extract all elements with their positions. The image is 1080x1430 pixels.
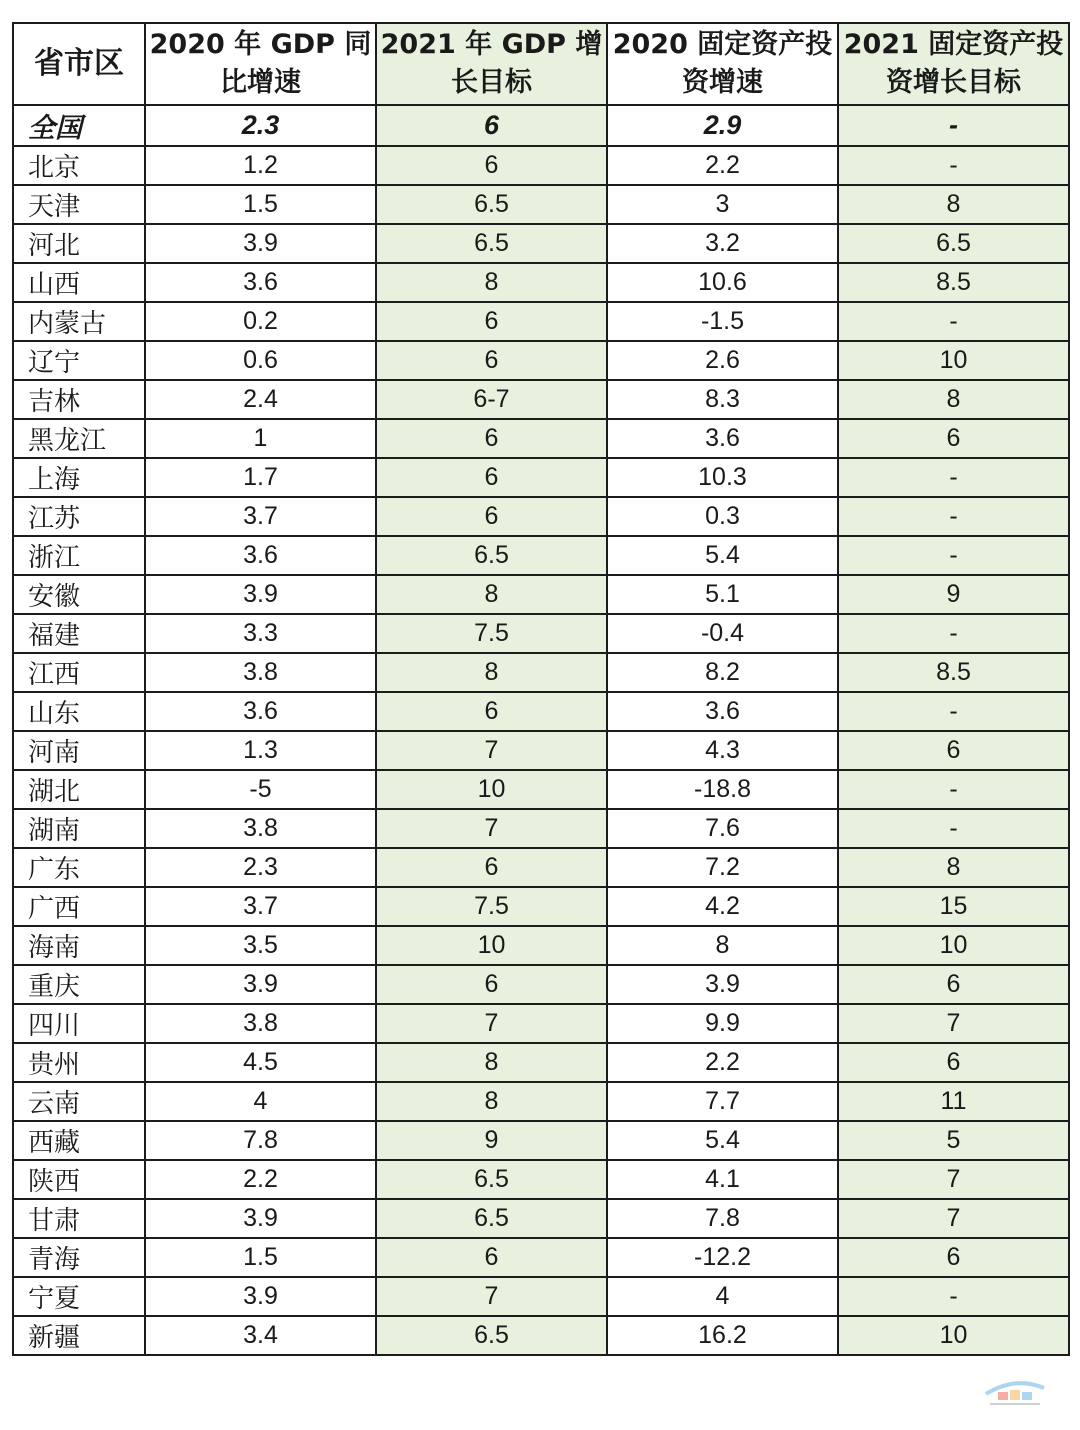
gdp-2020-cell: 3.5 <box>145 926 376 965</box>
province-cell: 安徽 <box>13 575 145 614</box>
investment-target-2021-cell: - <box>838 105 1069 146</box>
table-row <box>13 653 1069 692</box>
table-row <box>13 1199 1069 1238</box>
investment-target-2021-cell: 7 <box>838 1199 1069 1238</box>
gdp-target-2021-cell: 6 <box>376 419 607 458</box>
gdp-investment-table <box>12 22 1070 1356</box>
gdp-target-2021-cell: 7.5 <box>376 887 607 926</box>
investment-target-2021-cell: 10 <box>838 926 1069 965</box>
table-row <box>13 1238 1069 1277</box>
province-cell: 甘肃 <box>13 1199 145 1238</box>
table-row <box>13 809 1069 848</box>
header-row <box>13 23 1069 105</box>
investment-target-2021-cell: 6 <box>838 419 1069 458</box>
gdp-2020-cell: -5 <box>145 770 376 809</box>
gdp-target-2021-cell: 9 <box>376 1121 607 1160</box>
gdp-target-2021-cell: 8 <box>376 263 607 302</box>
table-row <box>13 497 1069 536</box>
gdp-2020-cell: 3.7 <box>145 887 376 926</box>
gdp-target-2021-cell: 10 <box>376 926 607 965</box>
investment-2020-cell: 7.2 <box>607 848 838 887</box>
province-cell: 西藏 <box>13 1121 145 1160</box>
province-cell: 山东 <box>13 692 145 731</box>
province-cell: 上海 <box>13 458 145 497</box>
gdp-2020-cell: 1.7 <box>145 458 376 497</box>
gdp-target-2021-cell: 7 <box>376 731 607 770</box>
investment-2020-cell: 4.3 <box>607 731 838 770</box>
investment-target-2021-cell: 6.5 <box>838 224 1069 263</box>
province-cell: 浙江 <box>13 536 145 575</box>
investment-target-2021-cell: 10 <box>838 341 1069 380</box>
gdp-2020-cell: 2.4 <box>145 380 376 419</box>
province-cell: 河南 <box>13 731 145 770</box>
gdp-2020-cell: 2.3 <box>145 848 376 887</box>
gdp-2020-cell: 0.6 <box>145 341 376 380</box>
gdp-2020-cell: 1.2 <box>145 146 376 185</box>
gdp-2020-cell: 3.4 <box>145 1316 376 1355</box>
investment-2020-cell: 3.2 <box>607 224 838 263</box>
province-cell: 海南 <box>13 926 145 965</box>
header-gdp-target-2021: 2021 年 GDP 增长目标 <box>376 23 607 105</box>
gdp-target-2021-cell: 6 <box>376 341 607 380</box>
gdp-target-2021-cell: 6.5 <box>376 185 607 224</box>
province-cell: 湖南 <box>13 809 145 848</box>
province-cell: 北京 <box>13 146 145 185</box>
investment-target-2021-cell: 6 <box>838 1043 1069 1082</box>
header-gdp-2020: 2020 年 GDP 同比增速 <box>145 23 376 105</box>
gdp-target-2021-cell: 6.5 <box>376 1316 607 1355</box>
investment-2020-cell: 2.2 <box>607 146 838 185</box>
province-cell: 辽宁 <box>13 341 145 380</box>
gdp-2020-cell: 3.9 <box>145 1277 376 1316</box>
investment-2020-cell: 7.8 <box>607 1199 838 1238</box>
investment-2020-cell: 10.3 <box>607 458 838 497</box>
table-row <box>13 419 1069 458</box>
investment-2020-cell: -18.8 <box>607 770 838 809</box>
table-row <box>13 1277 1069 1316</box>
province-cell: 四川 <box>13 1004 145 1043</box>
investment-2020-cell: 0.3 <box>607 497 838 536</box>
province-cell: 云南 <box>13 1082 145 1121</box>
investment-2020-cell: 2.2 <box>607 1043 838 1082</box>
gdp-target-2021-cell: 8 <box>376 575 607 614</box>
table-row <box>13 458 1069 497</box>
table-row <box>13 536 1069 575</box>
header-investment-target-2021: 2021 固定资产投资增长目标 <box>838 23 1069 105</box>
investment-target-2021-cell: - <box>838 458 1069 497</box>
investment-target-2021-cell: - <box>838 692 1069 731</box>
gdp-target-2021-cell: 8 <box>376 653 607 692</box>
gdp-2020-cell: 3.6 <box>145 692 376 731</box>
province-cell: 重庆 <box>13 965 145 1004</box>
investment-2020-cell: 7.7 <box>607 1082 838 1121</box>
investment-2020-cell: 8.3 <box>607 380 838 419</box>
gdp-target-2021-cell: 7 <box>376 1004 607 1043</box>
table-row <box>13 731 1069 770</box>
province-cell: 江西 <box>13 653 145 692</box>
investment-target-2021-cell: - <box>838 302 1069 341</box>
investment-target-2021-cell: - <box>838 1277 1069 1316</box>
gdp-target-2021-cell: 6 <box>376 848 607 887</box>
gdp-target-2021-cell: 10 <box>376 770 607 809</box>
table-row <box>13 575 1069 614</box>
province-cell: 湖北 <box>13 770 145 809</box>
province-cell: 新疆 <box>13 1316 145 1355</box>
investment-target-2021-cell: 8.5 <box>838 653 1069 692</box>
investment-target-2021-cell: 8 <box>838 380 1069 419</box>
table-row <box>13 848 1069 887</box>
gdp-2020-cell: 3.8 <box>145 809 376 848</box>
gdp-2020-cell: 4.5 <box>145 1043 376 1082</box>
investment-2020-cell: 8 <box>607 926 838 965</box>
gdp-target-2021-cell: 6 <box>376 965 607 1004</box>
gdp-2020-cell: 3.7 <box>145 497 376 536</box>
gdp-2020-cell: 4 <box>145 1082 376 1121</box>
table-row <box>13 185 1069 224</box>
table-row <box>13 614 1069 653</box>
table-row <box>13 965 1069 1004</box>
investment-target-2021-cell: 7 <box>838 1160 1069 1199</box>
cement-logo-icon <box>980 1374 1050 1410</box>
table-row <box>13 1043 1069 1082</box>
province-cell: 黑龙江 <box>13 419 145 458</box>
gdp-2020-cell: 3.6 <box>145 536 376 575</box>
table-row <box>13 146 1069 185</box>
investment-target-2021-cell: 10 <box>838 1316 1069 1355</box>
gdp-target-2021-cell: 6 <box>376 302 607 341</box>
investment-target-2021-cell: 7 <box>838 1004 1069 1043</box>
national-row <box>13 105 1069 146</box>
investment-2020-cell: -1.5 <box>607 302 838 341</box>
province-cell: 宁夏 <box>13 1277 145 1316</box>
investment-2020-cell: 3.6 <box>607 419 838 458</box>
gdp-target-2021-cell: 6.5 <box>376 224 607 263</box>
gdp-2020-cell: 3.9 <box>145 224 376 263</box>
gdp-target-2021-cell: 6.5 <box>376 536 607 575</box>
gdp-2020-cell: 2.3 <box>145 105 376 146</box>
gdp-target-2021-cell: 6 <box>376 692 607 731</box>
gdp-target-2021-cell: 7.5 <box>376 614 607 653</box>
gdp-target-2021-cell: 6.5 <box>376 1199 607 1238</box>
investment-target-2021-cell: 6 <box>838 1238 1069 1277</box>
province-cell: 天津 <box>13 185 145 224</box>
investment-target-2021-cell: - <box>838 809 1069 848</box>
gdp-2020-cell: 3.9 <box>145 575 376 614</box>
province-cell: 青海 <box>13 1238 145 1277</box>
gdp-2020-cell: 1 <box>145 419 376 458</box>
investment-2020-cell: 3 <box>607 185 838 224</box>
gdp-target-2021-cell: 6 <box>376 1238 607 1277</box>
investment-2020-cell: 4 <box>607 1277 838 1316</box>
gdp-2020-cell: 3.6 <box>145 263 376 302</box>
gdp-target-2021-cell: 6 <box>376 146 607 185</box>
investment-2020-cell: 10.6 <box>607 263 838 302</box>
investment-target-2021-cell: - <box>838 614 1069 653</box>
province-cell: 内蒙古 <box>13 302 145 341</box>
province-cell: 贵州 <box>13 1043 145 1082</box>
investment-2020-cell: 5.4 <box>607 1121 838 1160</box>
table-row <box>13 224 1069 263</box>
table-row <box>13 1121 1069 1160</box>
gdp-2020-cell: 3.9 <box>145 1199 376 1238</box>
gdp-target-2021-cell: 8 <box>376 1043 607 1082</box>
investment-2020-cell: -12.2 <box>607 1238 838 1277</box>
table-row <box>13 770 1069 809</box>
gdp-2020-cell: 2.2 <box>145 1160 376 1199</box>
header-investment-2020: 2020 固定资产投资增速 <box>607 23 838 105</box>
gdp-target-2021-cell: 6 <box>376 458 607 497</box>
table-row <box>13 1160 1069 1199</box>
province-cell: 全国 <box>13 105 145 146</box>
table-row <box>13 1316 1069 1355</box>
gdp-target-2021-cell: 6 <box>376 497 607 536</box>
investment-2020-cell: 8.2 <box>607 653 838 692</box>
gdp-2020-cell: 3.9 <box>145 965 376 1004</box>
gdp-2020-cell: 3.8 <box>145 653 376 692</box>
investment-target-2021-cell: - <box>838 497 1069 536</box>
investment-2020-cell: 3.6 <box>607 692 838 731</box>
investment-target-2021-cell: 11 <box>838 1082 1069 1121</box>
investment-target-2021-cell: 8 <box>838 185 1069 224</box>
investment-target-2021-cell: - <box>838 146 1069 185</box>
table-row <box>13 1004 1069 1043</box>
gdp-target-2021-cell: 6.5 <box>376 1160 607 1199</box>
investment-target-2021-cell: 8 <box>838 848 1069 887</box>
table-row <box>13 263 1069 302</box>
province-cell: 广东 <box>13 848 145 887</box>
gdp-2020-cell: 1.3 <box>145 731 376 770</box>
province-cell: 江苏 <box>13 497 145 536</box>
gdp-target-2021-cell: 7 <box>376 1277 607 1316</box>
province-cell: 吉林 <box>13 380 145 419</box>
table-row <box>13 692 1069 731</box>
table-row <box>13 926 1069 965</box>
province-cell: 广西 <box>13 887 145 926</box>
investment-target-2021-cell: 6 <box>838 965 1069 1004</box>
gdp-2020-cell: 1.5 <box>145 185 376 224</box>
investment-target-2021-cell: - <box>838 536 1069 575</box>
investment-2020-cell: 5.1 <box>607 575 838 614</box>
investment-2020-cell: 4.1 <box>607 1160 838 1199</box>
investment-2020-cell: -0.4 <box>607 614 838 653</box>
investment-2020-cell: 16.2 <box>607 1316 838 1355</box>
table-row <box>13 887 1069 926</box>
investment-target-2021-cell: - <box>838 770 1069 809</box>
gdp-2020-cell: 0.2 <box>145 302 376 341</box>
gdp-target-2021-cell: 6-7 <box>376 380 607 419</box>
investment-target-2021-cell: 9 <box>838 575 1069 614</box>
gdp-target-2021-cell: 6 <box>376 105 607 146</box>
table-row <box>13 302 1069 341</box>
header-province: 省市区 <box>13 23 145 105</box>
investment-2020-cell: 5.4 <box>607 536 838 575</box>
investment-2020-cell: 2.6 <box>607 341 838 380</box>
investment-target-2021-cell: 6 <box>838 731 1069 770</box>
province-cell: 河北 <box>13 224 145 263</box>
gdp-2020-cell: 3.8 <box>145 1004 376 1043</box>
table-row <box>13 341 1069 380</box>
table-row <box>13 1082 1069 1121</box>
gdp-target-2021-cell: 7 <box>376 809 607 848</box>
investment-2020-cell: 7.6 <box>607 809 838 848</box>
investment-target-2021-cell: 5 <box>838 1121 1069 1160</box>
investment-target-2021-cell: 8.5 <box>838 263 1069 302</box>
gdp-2020-cell: 1.5 <box>145 1238 376 1277</box>
table-row <box>13 380 1069 419</box>
province-cell: 福建 <box>13 614 145 653</box>
investment-2020-cell: 3.9 <box>607 965 838 1004</box>
province-cell: 陕西 <box>13 1160 145 1199</box>
gdp-2020-cell: 7.8 <box>145 1121 376 1160</box>
investment-2020-cell: 9.9 <box>607 1004 838 1043</box>
investment-2020-cell: 2.9 <box>607 105 838 146</box>
gdp-2020-cell: 3.3 <box>145 614 376 653</box>
investment-2020-cell: 4.2 <box>607 887 838 926</box>
investment-target-2021-cell: 15 <box>838 887 1069 926</box>
province-cell: 山西 <box>13 263 145 302</box>
gdp-target-2021-cell: 8 <box>376 1082 607 1121</box>
